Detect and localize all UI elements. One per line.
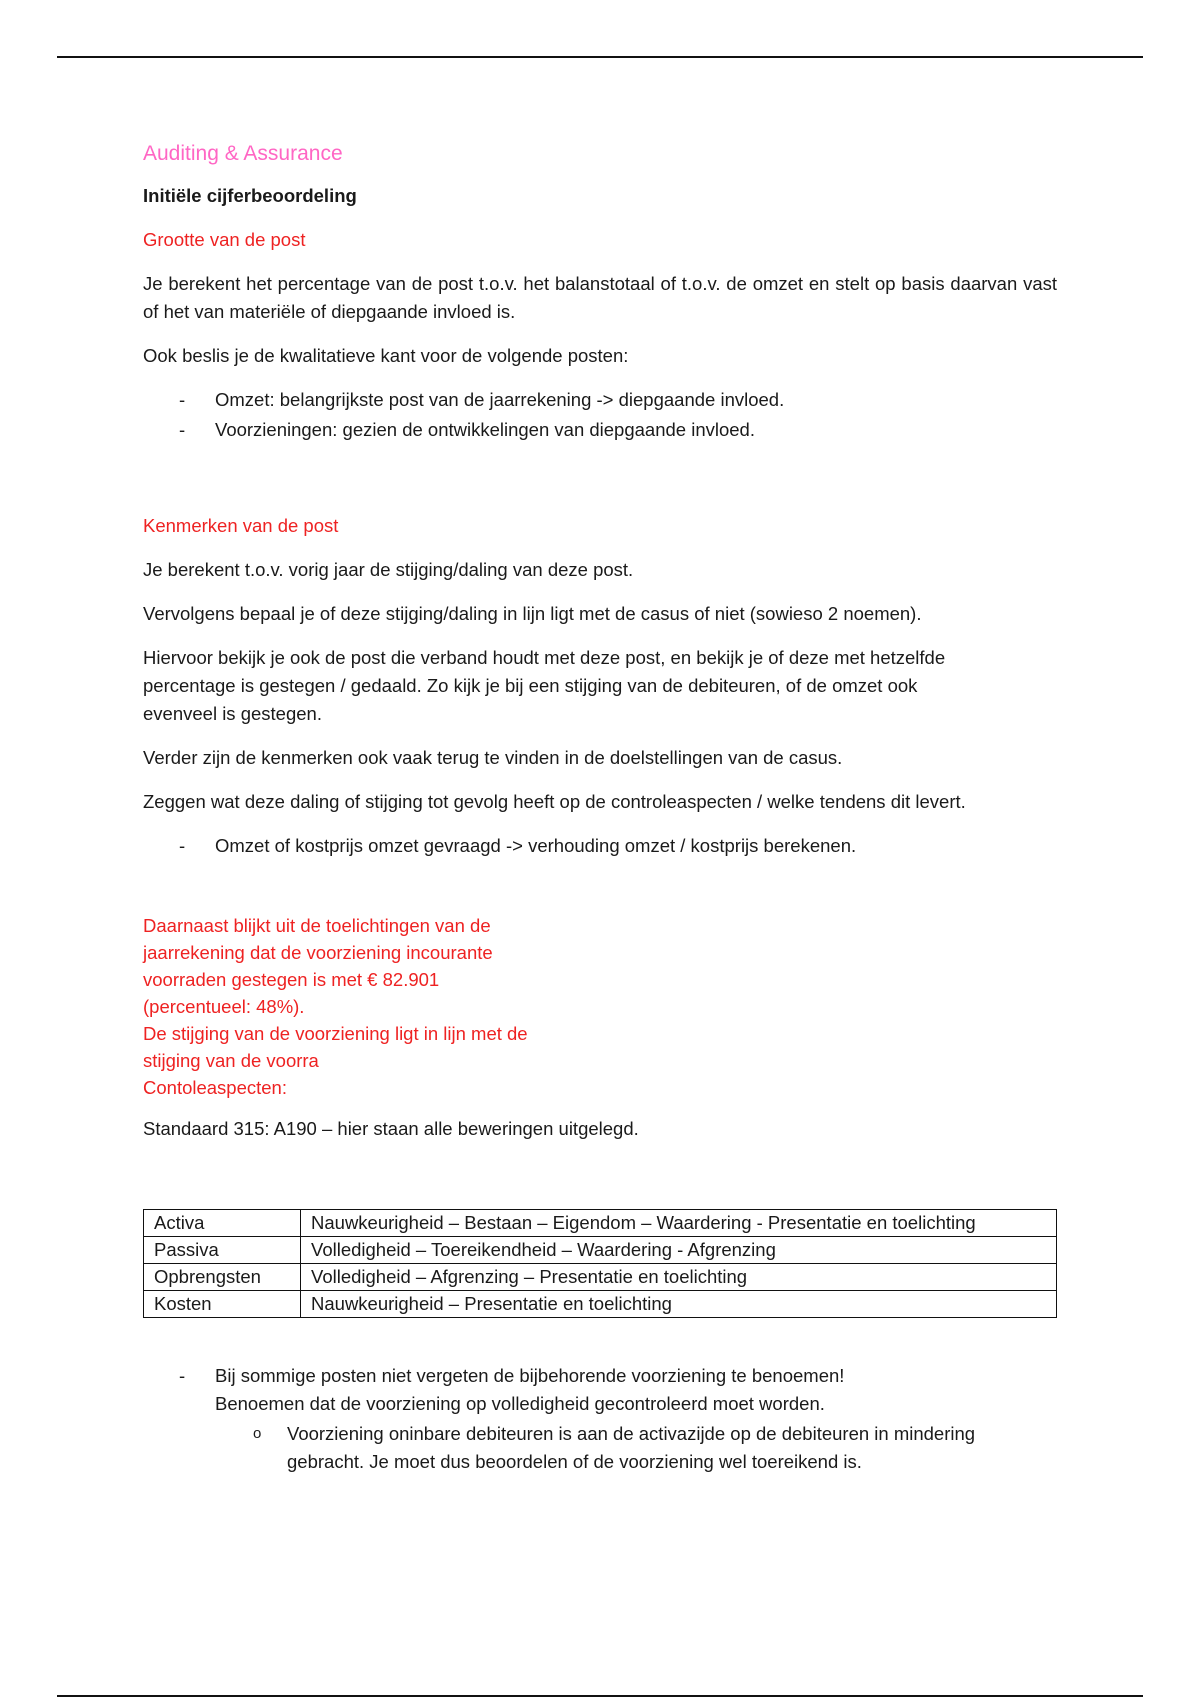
dash-bullet-icon: - xyxy=(179,835,186,856)
list-item-text: gebracht. Je moet dus beoordelen of de voorziening wel toereikend is. xyxy=(287,1451,862,1472)
dash-bullet-icon: - xyxy=(179,389,186,410)
spacer xyxy=(143,1318,1057,1362)
table-row xyxy=(144,1264,1057,1291)
table-cell-value: Volledigheid – Toereikendheid – Waardering - Afgrenzing xyxy=(301,1237,1057,1264)
spacer xyxy=(143,1159,1057,1209)
list-item-text: Bij sommige posten niet vergeten de bijbehorende voorziening te benoemen! xyxy=(215,1365,845,1386)
paragraph: Vervolgens bepaal je of deze stijging/daling in lijn ligt met de casus of niet (sowieso 2 noemen). xyxy=(143,603,922,624)
main-heading: Initiële cijferbeoordeling xyxy=(143,185,357,206)
red-note-line: Contoleaspecten: xyxy=(143,1077,287,1098)
bullet-list xyxy=(143,832,1057,860)
paragraph: Verder zijn de kenmerken ook vaak terug te vinden in de doelstellingen van de casus. xyxy=(143,747,843,768)
section-heading-grootte: Grootte van de post xyxy=(143,229,306,250)
paragraph: Zeggen wat deze daling of stijging tot gevolg heeft op de controleaspecten / welke tendens dit levert. xyxy=(143,791,966,812)
red-note-line: (percentueel: 48%). xyxy=(143,996,305,1017)
document-page xyxy=(143,140,1057,1476)
table-row xyxy=(144,1210,1057,1237)
table-row xyxy=(144,1237,1057,1264)
red-note-line: Daarnaast blijkt uit de toelichtingen van de xyxy=(143,915,491,936)
red-note-line: stijging van de voorra xyxy=(143,1050,319,1071)
list-item xyxy=(143,416,1057,444)
list-item xyxy=(143,1362,1057,1418)
paragraph: Je berekent t.o.v. vorig jaar de stijging/daling van deze post. xyxy=(143,559,634,580)
table-cell-label: Passiva xyxy=(144,1237,301,1264)
red-note-block xyxy=(143,912,573,1101)
red-note-line: jaarrekening dat de voorziening incourante xyxy=(143,942,493,963)
table-cell-value: Volledigheid – Afgrenzing – Presentatie en toelichting xyxy=(301,1264,1057,1291)
bullet-list xyxy=(143,386,1057,444)
paragraph: Je berekent het percentage van de post t.o.v. het balanstotaal of t.o.v. de omzet en stelt op basis daarvan vast of het van materiële of diepgaande invloed is. xyxy=(143,273,1057,322)
paragraph xyxy=(143,644,1057,728)
list-item xyxy=(143,386,1057,414)
document-title: Auditing & Assurance xyxy=(143,142,343,165)
dash-bullet-icon: - xyxy=(179,419,186,440)
dash-bullet-icon: - xyxy=(179,1365,186,1386)
spacer xyxy=(143,446,1057,512)
paragraph: Ook beslis je de kwalitatieve kant voor de volgende posten: xyxy=(143,345,629,366)
standard-reference: Standaard 315: A190 – hier staan alle beweringen uitgelegd. xyxy=(143,1118,639,1139)
list-item-text: Omzet of kostprijs omzet gevraagd -> verhouding omzet / kostprijs berekenen. xyxy=(215,835,857,856)
sub-bullet-list xyxy=(143,1420,1057,1476)
footer-rule xyxy=(57,1695,1143,1697)
paragraph-line: percentage is gestegen / gedaald. Zo kijk je bij een stijging van de debiteuren, of de omzet ook xyxy=(143,675,918,696)
table-cell-value: Nauwkeurigheid – Bestaan – Eigendom – Waardering - Presentatie en toelichting xyxy=(301,1210,1057,1237)
list-item xyxy=(143,832,1057,860)
list-item-text: Voorziening oninbare debiteuren is aan de activazijde op de debiteuren in mindering xyxy=(287,1423,976,1444)
table-cell-label: Activa xyxy=(144,1210,301,1237)
table-row xyxy=(144,1291,1057,1318)
circle-bullet-icon: o xyxy=(253,1425,262,1442)
list-item-text: Benoemen dat de voorziening op volledigheid gecontroleerd moet worden. xyxy=(215,1393,825,1414)
table-cell-label: Opbrengsten xyxy=(144,1264,301,1291)
header-rule xyxy=(57,56,1143,58)
spacer xyxy=(143,862,1057,912)
list-item-text: Omzet: belangrijkste post van de jaarrekening -> diepgaande invloed. xyxy=(215,389,785,410)
section-heading-kenmerken: Kenmerken van de post xyxy=(143,515,339,536)
assertions-table xyxy=(143,1209,1057,1318)
paragraph-line: Hiervoor bekijk je ook de post die verband houdt met deze post, en bekijk je of deze met hetzelfde xyxy=(143,647,946,668)
list-item xyxy=(143,1420,1057,1476)
bullet-list xyxy=(143,1362,1057,1418)
paragraph-line: evenveel is gestegen. xyxy=(143,703,322,724)
list-item-text: Voorzieningen: gezien de ontwikkelingen van diepgaande invloed. xyxy=(215,419,755,440)
table-cell-value: Nauwkeurigheid – Presentatie en toelichting xyxy=(301,1291,1057,1318)
table-cell-label: Kosten xyxy=(144,1291,301,1318)
red-note-line: De stijging van de voorziening ligt in lijn met de xyxy=(143,1023,528,1044)
red-note-line: voorraden gestegen is met € 82.901 xyxy=(143,969,440,990)
